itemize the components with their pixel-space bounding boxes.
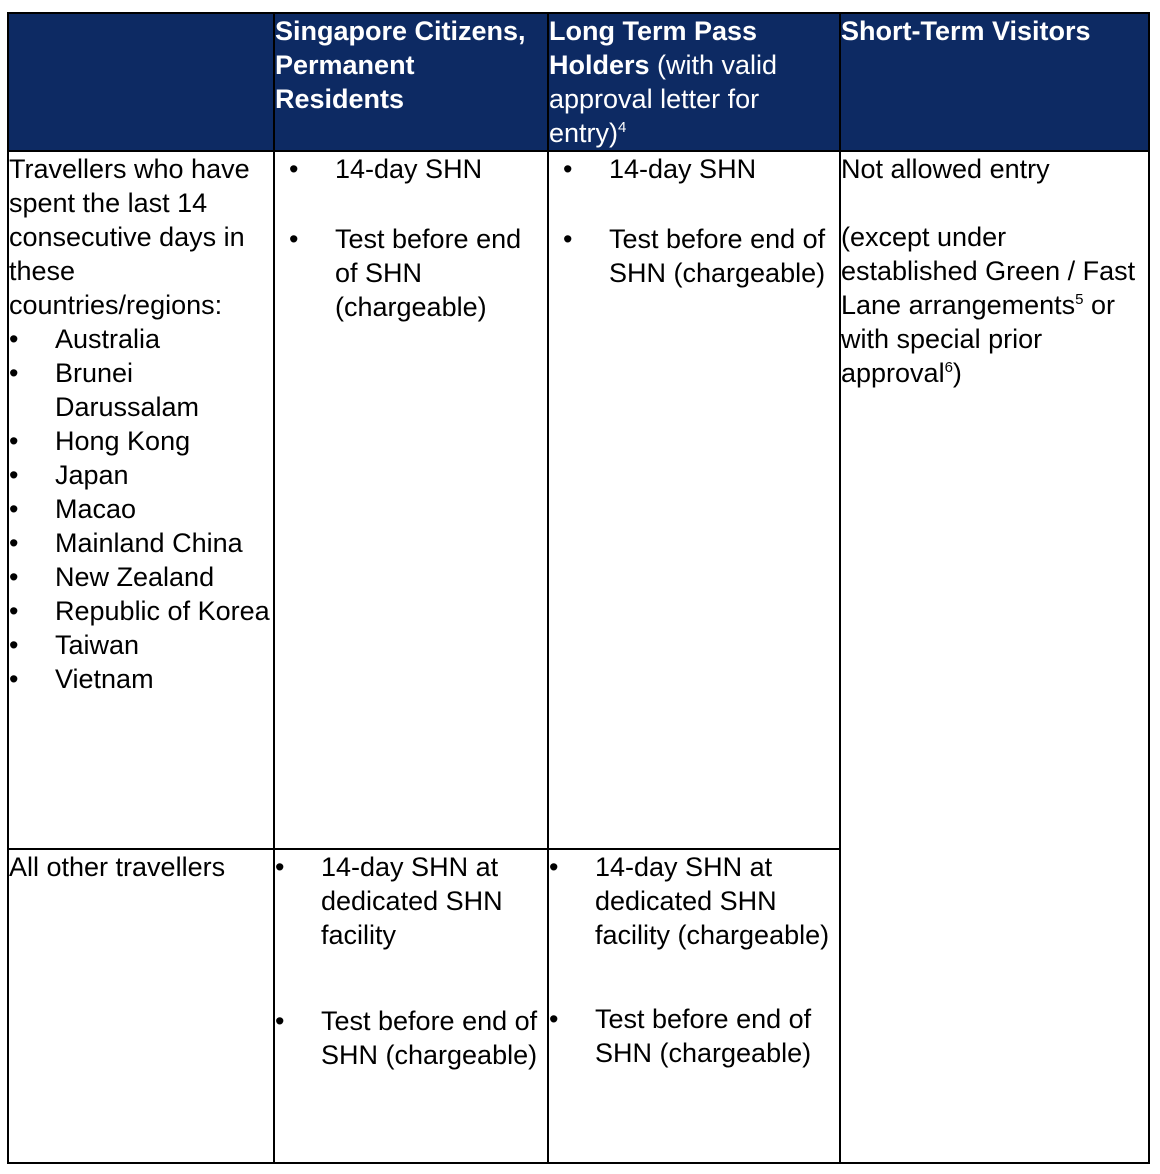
footnote-ref-6: 6 <box>944 359 953 376</box>
list-item: • Macao <box>9 492 273 526</box>
footnote-ref-5: 5 <box>1075 291 1084 308</box>
list-item: • Hong Kong <box>9 424 273 458</box>
visitors-not-allowed: Not allowed entry <box>841 154 1050 184</box>
row2-citizens-list <box>275 850 547 1072</box>
list-item: • Test before end of SHN (chargeable) <box>275 1004 547 1072</box>
row2-citizens-cell <box>274 849 548 1163</box>
list-item: • Taiwan <box>9 628 273 662</box>
row2-ltp-cell <box>548 849 840 1163</box>
list-item: • Mainland China <box>9 526 273 560</box>
list-item: • Test before end of SHN (chargeable) <box>289 222 547 324</box>
visitors-exception: (except under established Green / Fast Lane arrangements$^5$ or with special prior approval$^6$) <box>841 222 1136 388</box>
list-item: • Republic of Korea <box>9 594 273 628</box>
header-ltp-bold: Long Term Pass Holders <box>549 16 758 80</box>
footnote-ref-4: 4 <box>618 119 627 136</box>
country-list <box>9 322 273 696</box>
row1-ltp-cell <box>548 151 840 849</box>
list-item: • New Zealand <box>9 560 273 594</box>
list-item: • Australia <box>9 322 273 356</box>
list-item: • 14-day SHN at dedicated SHN facility <box>275 850 547 952</box>
header-row <box>8 13 1149 151</box>
list-item: • Test before end of SHN (chargeable) <box>563 222 839 290</box>
header-cell-category <box>8 13 274 151</box>
list-item: • Vietnam <box>9 662 273 696</box>
row1-label-cell <box>8 151 274 849</box>
list-item: • Japan <box>9 458 273 492</box>
header-visitors-label: Short-Term Visitors <box>841 16 1091 46</box>
row2-label: All other travellers <box>9 852 226 882</box>
header-ltp-rest: (with valid approval letter for entry) <box>549 50 778 148</box>
row1-citizens-list <box>289 152 547 324</box>
entry-requirements-table <box>7 12 1150 1164</box>
header-cell-visitors <box>840 13 1149 151</box>
row1-citizens-cell <box>274 151 548 849</box>
row2-label-cell <box>8 849 274 1163</box>
list-item: • Test before end of SHN (chargeable) <box>549 1002 839 1070</box>
list-item: • 14-day SHN <box>563 152 839 186</box>
list-item: • 14-day SHN at dedicated SHN facility (chargeable) <box>549 850 839 952</box>
header-citizens-label: Singapore Citizens, Permanent Residents <box>275 16 526 114</box>
header-cell-long-term-pass <box>548 13 840 151</box>
header-cell-citizens <box>274 13 548 151</box>
row-listed-countries <box>8 151 1149 849</box>
list-item: • 14-day SHN <box>289 152 547 186</box>
row2-ltp-list <box>549 850 839 1070</box>
visitors-cell <box>840 151 1149 1163</box>
row1-intro: Travellers who have spent the last 14 consecutive days in these countries/regions: <box>9 154 250 320</box>
list-item: • Brunei Darussalam <box>9 356 273 424</box>
row1-ltp-list <box>563 152 839 290</box>
